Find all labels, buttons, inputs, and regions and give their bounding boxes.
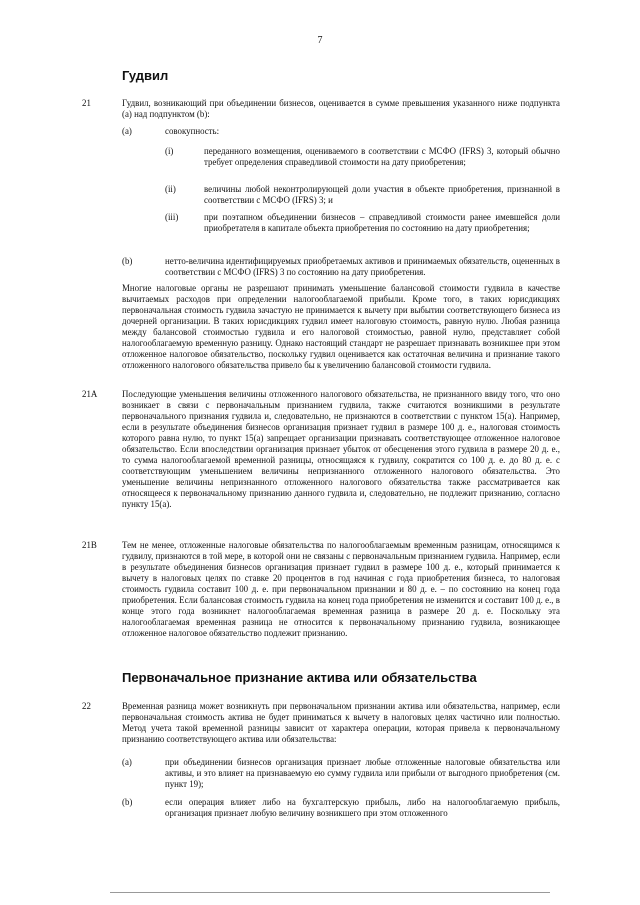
paragraph-number-21b: 21B [82,540,97,550]
item-ii-text: величины любой неконтролирующей доли участия в объекте приобретения, признанной в соответствии с МСФО (IFRS) 3; и [204,184,560,205]
item-22b-label: (b) [122,797,133,807]
item-i-text: переданного возмещения, оцениваемого в соответствии с МСФО (IFRS) 3, который обычно требует определения справедливой стоимости на дату приобретения; [204,146,560,167]
heading-initial-recognition: Первоначальное признание актива или обязательства [122,670,477,685]
item-iii-label: (iii) [165,212,179,222]
paragraph-number-21a: 21A [82,389,98,399]
paragraph-21-continuation: Многие налоговые органы не разрешают принимать уменьшение балансовой стоимости гудвила в качестве вычитаемых расходов при определении налогооблагаемой прибыли. Кроме того, в таких юрисдикциях первоначальная стоимость гудвила зачастую не принимается к вычету при выбытии соответствующего бизнеса из дочерней организации. В таких юрисдикциях гудвил имеет налоговую стоимость, равную нулю. Любая разница между балансовой стоимостью гудвила и его налоговой стоимостью, равной нулю, представляет собой налогооблагаемую временную разницу. Однако настоящий стандарт не разрешает признавать возникшее при этом отложенное налоговое обязательство, поскольку гудвил оценивается как остаточная величина и признание такого отложенного налогового обязательства привело бы к увеличению балансовой стоимости гудвила. [122,283,560,370]
paragraph-21a-text: Последующие уменьшения величины отложенного налогового обязательства, не признанного ввиду того, что оно возникает в связи с первоначальным признанием гудвила, также считаются возникшими в результате первоначального признания гудвила и, следовательно, не признаются в соответствии с пунктом 15(a). Например, если в результате объединения бизнесов организация признает гудвил в размере 100 д. е., налоговая стоимость которого равна нулю, то пункт 15(a) запрещает организации признавать соответствующее отложенное налоговое обязательство. Если впоследствии организация признает убыток от обесценения этого гудвила в размере 20 д. е., то сумма налогооблагаемой временной разницы, относящаяся к гудвилу, сократится со 100 д. е. до 80 д. е. с соответствующим уменьшением величины непризнанного отложенного налогового обязательства. Это уменьшение величины непризнанного отложенного налогового обязательства также рассматривается как относящееся к первоначальному признанию данного гудвила и, следовательно, не подлежит признанию, согласно пункту 15(a). [122,389,560,509]
paragraph-number-22: 22 [82,701,91,711]
paragraph-number-21: 21 [82,98,91,108]
item-b-text: нетто-величина идентифицируемых приобретаемых активов и принимаемых обязательств, оцененных в соответствии с МСФО (IFRS) 3 по состоянию на дату приобретения. [165,256,560,277]
item-ii-label: (ii) [165,184,176,194]
item-iii-text: при поэтапном объединении бизнесов – справедливой стоимости ранее имевшейся доли приобретателя в капитале объекта приобретения по состоянию на дату приобретения; [204,212,560,233]
footer-divider [110,892,550,893]
item-a-label: (a) [122,126,132,136]
paragraph-22-text: Временная разница может возникнуть при первоначальном признании актива или обязательства, например, если первоначальная стоимость актива не будет приниматься к вычету в налоговых целях частично или полностью. Метод учета такой временной разницы зависит от характера операции, которая привела к первоначальному признанию соответствующего актива или обязательства: [122,701,560,744]
page-number: 7 [317,35,323,46]
heading-goodwill: Гудвил [122,68,169,83]
item-b-label: (b) [122,256,133,266]
item-22a-text: при объединении бизнесов организация признает любые отложенные налоговые обязательства или активы, и это влияет на признаваемую ею сумму гудвила или прибыли от выгодного приобретения (см. пункт 19); [165,757,560,789]
paragraph-21b-text: Тем не менее, отложенные налоговые обязательства по налогооблагаемым временным разницам, относящимся к гудвилу, признаются в той мере, в которой они не связаны с первоначальным признанием гудвила. Например, если в результате объединения бизнесов организация признает гудвил в размере 100 д. е., который принимается к вычету в налоговых целях по ставке 20 процентов в год начиная с года приобретения бизнеса, то налоговая стоимость гудвила составит 100 д. е. при первоначальном признании и 80 д. е. – по состоянию на конец года приобретения. Если балансовая стоимость гудвила на конец года приобретения не изменится и составит 100 д. е., в конце этого года возникнет налогооблагаемая временная разница в размере 20 д. е. Поскольку эта налогооблагаемая временная разница не относится к первоначальному признанию гудвила, возникающее отложенное налоговое обязательство подлежит признанию. [122,540,560,638]
paragraph-21-text: Гудвил, возникающий при объединении бизнесов, оценивается в сумме превышения указанного ниже подпункта (а) над подпунктом (b): [122,98,560,119]
item-22b-text: если операция влияет либо на бухгалтерскую прибыль, либо на налогооблагаемую прибыль, организация признает любую величину возникшего при этом отложенного [165,797,560,818]
item-i-label: (i) [165,146,174,156]
item-22a-label: (a) [122,757,132,767]
item-a-text: совокупность: [165,126,220,136]
